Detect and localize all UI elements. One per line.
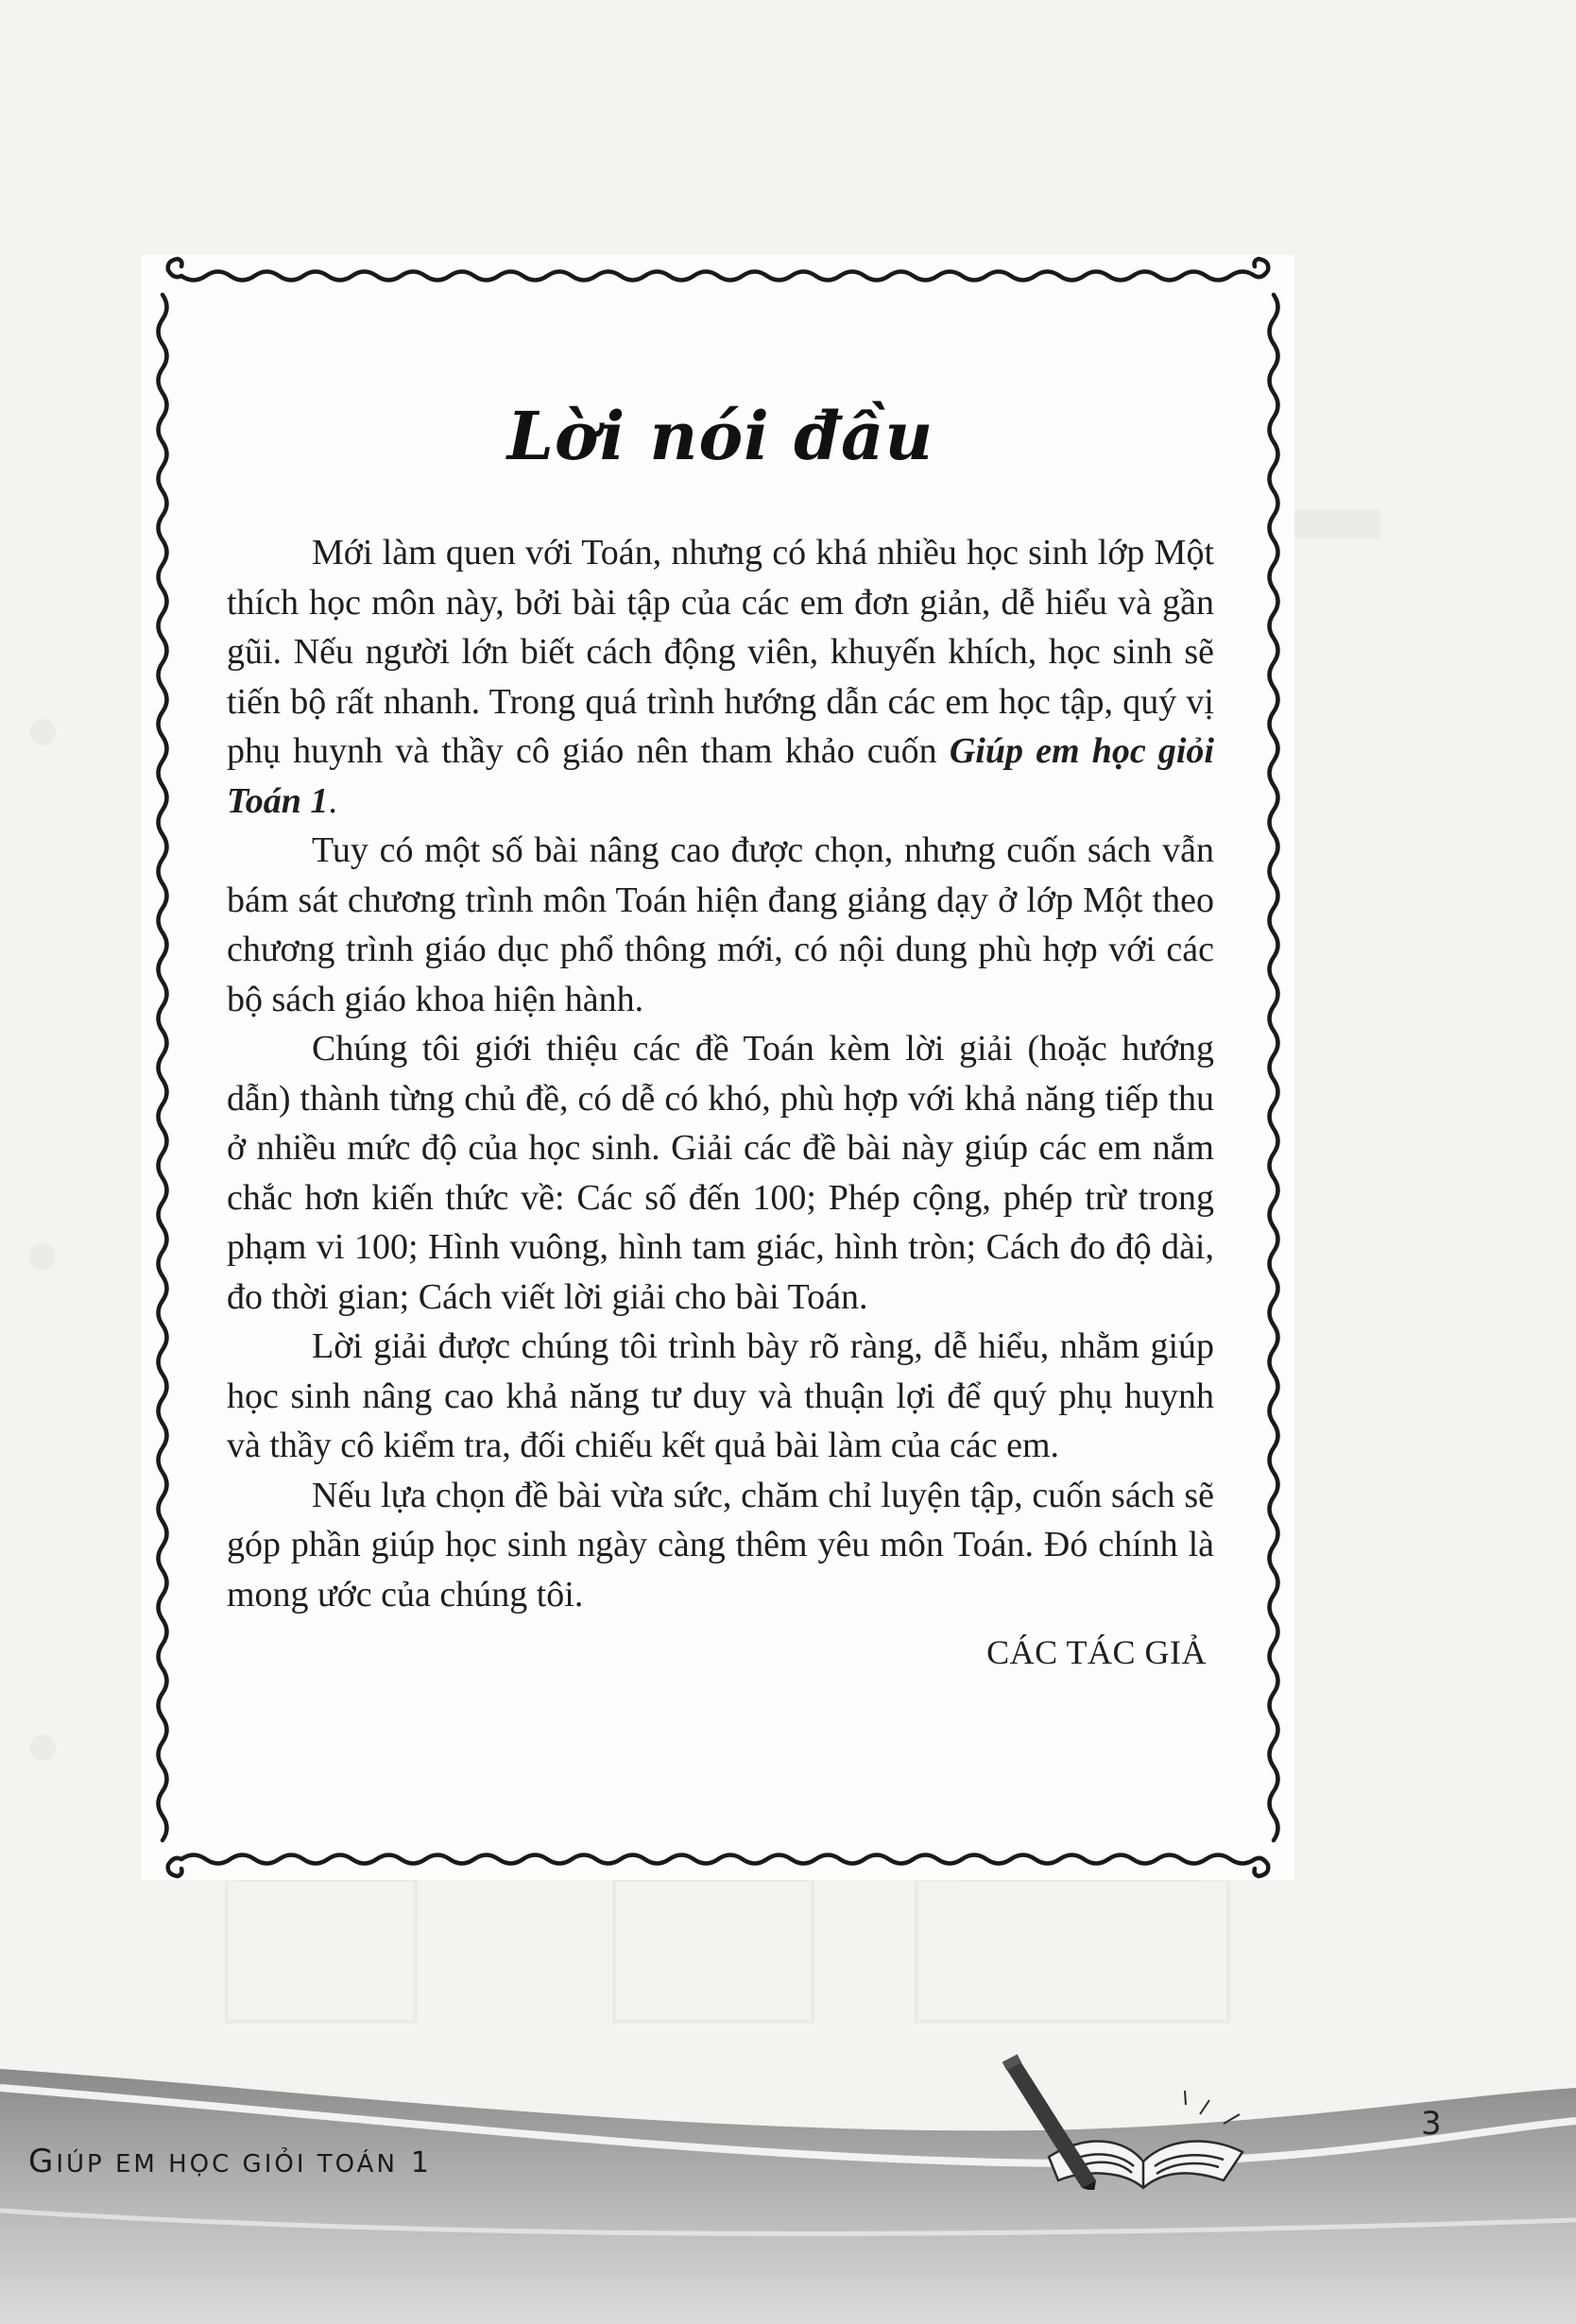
open-book-pencil-icon (983, 2048, 1266, 2190)
frame-wave-edge (1270, 295, 1278, 1840)
frame-wave-edge (181, 272, 1255, 281)
footer-book-title: GIÚP EM HỌC GIỎI TOÁN 1 (28, 2143, 432, 2180)
paragraph-1: Mới làm quen với Toán, nhưng có khá nhiều học sinh lớp Một thích học môn này, bởi bài tập của các em đơn giản, dễ hiểu và gần gũi. Nếu người lớn biết cách động viên, khuyến khích, học sinh sẽ tiến bộ rất nhanh. Trong quá trình hướng dẫn các em học tập, quý vị phụ huynh và thầy cô giáo nên tham khảo cuốn Giúp em học giỏi Toán 1. (227, 533, 1214, 821)
book-title-emphasis: Giúp em học giỏi Toán 1 (227, 731, 1214, 821)
preface-content (227, 397, 1214, 1672)
frame-corner-curl (168, 1858, 182, 1876)
signature: CÁC TÁC GIẢ (986, 1633, 1207, 1671)
frame-wave-edge (159, 295, 167, 1840)
paragraph-3: Chúng tôi giới thiệu các đề Toán kèm lời giải (hoặc hướng dẫn) thành từng chủ đề, có dễ có khó, phù hợp với khả năng tiếp thu ở nhiều mức độ của học sinh. Giải các đề bài này giúp các em nắm chắc hơn kiến thức về: Các số đến 100; Phép cộng, phép trừ trong phạm vi 100; Hình vuông, hình tam giác, hình tròn; Cách đo độ dài, đo thời gian; Cách viết lời giải cho bài Toán. (227, 1029, 1214, 1317)
paragraph-5: Nếu lựa chọn đề bài vừa sức, chăm chỉ luyện tập, cuốn sách sẽ góp phần giúp học sinh ngày càng thêm yêu môn Toán. Đó chính là mong ước của chúng tôi. (227, 1475, 1214, 1615)
preface-frame (142, 255, 1294, 1880)
page-title: Lời nói đầu (506, 397, 934, 475)
frame-wave-edge (181, 1855, 1255, 1864)
page-number: 3 (1421, 2105, 1442, 2143)
paragraph-4: Lời giải được chúng tôi trình bày rõ ràng, dễ hiểu, nhằm giúp học sinh nâng cao khả năng tư duy và thuận lợi để quý phụ huynh và thầy cô kiểm tra, đối chiếu kết quả bài làm của các em. (227, 1326, 1214, 1465)
frame-corner-curl (168, 259, 182, 277)
frame-corner-curl (1255, 259, 1269, 277)
frame-corner-curl (1255, 1858, 1269, 1876)
paragraph-2: Tuy có một số bài nâng cao được chọn, nhưng cuốn sách vẫn bám sát chương trình môn Toán hiện đang giảng dạy ở lớp Một theo chương trình giáo dục phổ thông mới, có nội dung phù hợp với các bộ sách giáo khoa hiện hành. (227, 830, 1214, 1019)
